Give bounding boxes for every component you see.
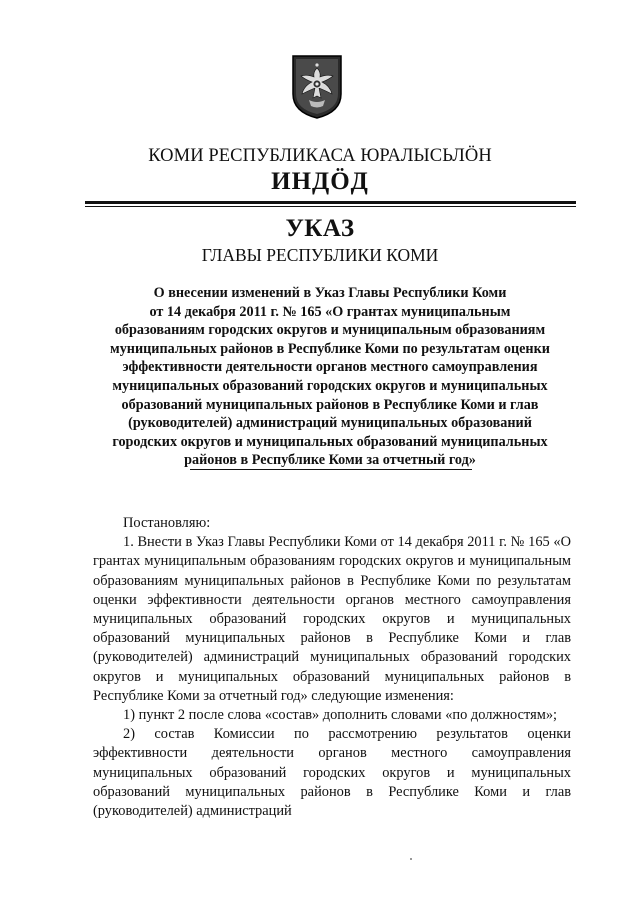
komi-coat-of-arms-icon [291,54,343,120]
heading-line: городских округов и муниципальных образований муниципальных [112,433,548,450]
heading-line: муниципальных районов в Республике Коми по результатам оценки [110,340,550,357]
heading-divider [190,469,472,470]
body-paragraph: 2) состав Комиссии по рассмотрению результатов оценки эффективности деятельности органов местного самоуправления муниципальных образований городских округов и муниципальных образований муниципальных районов в Республике Коми и глав (руководителей) администраций [93,726,571,820]
scan-speck [410,858,412,860]
decree-title: УКАЗ [285,215,355,242]
heading-line: О внесении изменений в Указ Главы Республики Коми [153,285,507,301]
body-paragraph: 1) пункт 2 после слова «состав» дополнить словами «по должностям»; [123,707,558,724]
document-body [93,514,571,821]
header-divider-thick [85,201,576,204]
body-paragraph: 1. Внести в Указ Главы Республики Коми от 14 декабря 2011 г. № 165 «О грантах муниципальным образованиям городских округов и муниципальным образованиям муниципальных районов в Республике Коми по результатам оценки эффективности деятельности органов местного самоуправления муниципальных образований городских округов и муниципальных образований муниципальных районов в Республике Коми и глав (руководителей) администраций муниципальных образований городских округов и муниципальных образований муниципальных районов в Республике Коми за отчетный год» следующие изменения: [93,534,571,704]
heading-line: районов в Республике Коми за отчетный год» [184,452,476,469]
header-indod: ИНДӦД [271,168,369,195]
body-paragraph: Постановляю: [123,515,211,531]
heading-line: (руководителей) администраций муниципальных образований [128,415,532,432]
heading-line: эффективности деятельности органов местного самоуправления [122,359,538,376]
heading-line: муниципальных образований городских округов и муниципальных [112,377,548,394]
document-heading [80,284,580,470]
header-divider-thin [85,206,576,207]
decree-subtitle: ГЛАВЫ РЕСПУБЛИКИ КОМИ [201,245,439,265]
heading-line: образований муниципальных районов в Республике Коми и глав [121,396,539,413]
heading-line: образованиям городских округов и муниципальным образованиям [114,322,546,339]
header-komi-title: КОМИ РЕСПУБЛИКАСА ЮРАЛЫСЬЛӦН [148,146,492,166]
heading-line: от 14 декабря 2011 г. № 165 «О грантах муниципальным [149,303,511,320]
